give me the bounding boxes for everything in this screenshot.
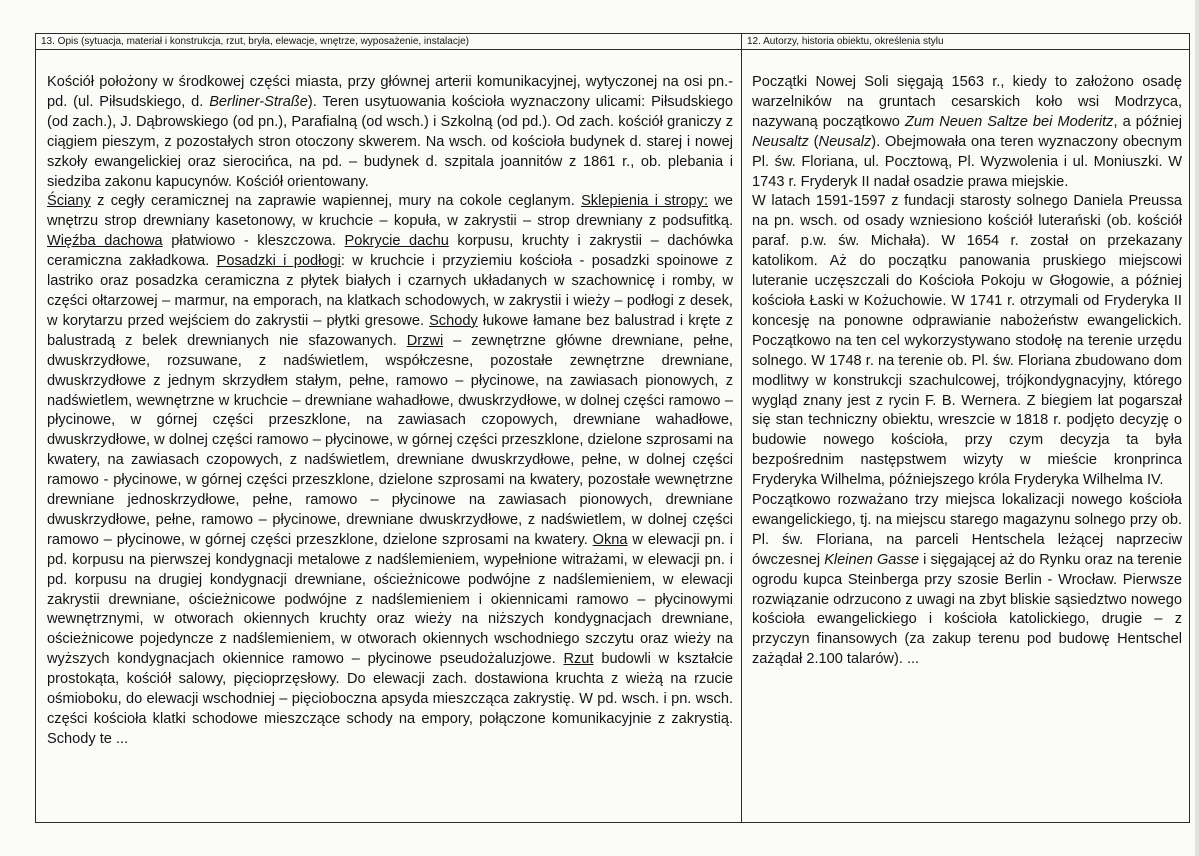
text-run: i sięgającej aż do Rynku oraz na terenie ogrodu kupca Steinberga przy szosie Berlin - Wrocław. Pierwsze rozwiązanie odrzucono z uwagi na zbyt bliskie sąsiedztwo nowego kościoła ewangelickiego i kościoła katolickiego, drugie – z przyczyn finansowych (za zakup terenu pod budowę Hentschel zażądał 2.100 talarów). ... <box>752 551 1182 668</box>
text-run: płatwiowo - kleszczowa. <box>162 233 345 250</box>
text-run: – zewnętrzne główne drewniane, pełne, dwuskrzydłowe, rozsuwane, z nadświetlem, współczesne, pozostałe zewnętrzne drewniane, dwuskrzydłowe z jednym skrzydłem stałym, pełne, ramowo – płycinowe, na zawiasach pionowych, z nadświetlem, wewnętrzne w kruchcie – drewniane wahadłowe, dwuskrzydłowe, w dolnej części ramowo – płycinowe, w górnej części przeszklone, na zawiasach czopowych, drewniane wahadłowe, dwuskrzydłowe, w dolnej części ramowo – płycinowe, w górnej części przeszklone, dzielone szprosami na kwatery, na zawiasach czopowych, z nadświetlem, drewniane dwuskrzydłowe, pełne, w dolnej części ramowo - płycinowe, w górnej części przeszklone, dzielone szprosami na kwatery, pozostałe wewnętrzne drewniane jednoskrzydłowe, pełne, ramowo – płycinowe na zawiasach pionowych, drewniane dwuskrzydłowe, pełne, ramowo – płycinowe, drewniane dwuskrzydłowe, z nadświetlem, w dolnej części ramowo – płycinowe, w górnej części przeszklone, dzielone szprosami na kwatery. <box>47 332 734 548</box>
section-term: Rzut <box>563 651 594 668</box>
section-term: Sklepienia i stropy: <box>581 193 709 210</box>
history-paragraph <box>752 491 1182 670</box>
section-term: Ściany <box>47 193 91 210</box>
document-form <box>35 33 1190 823</box>
description-paragraph <box>47 192 733 749</box>
history-header: 12. Autorzy, historia obiektu, określenia stylu <box>742 34 1189 50</box>
description-paragraph <box>47 73 733 192</box>
description-body <box>36 50 741 810</box>
section-term: Schody <box>429 312 478 329</box>
history-column <box>742 34 1189 822</box>
section-term: Pokrycie dachu <box>344 233 449 250</box>
text-run: ( <box>808 133 819 150</box>
history-body <box>742 50 1189 810</box>
text-run: w elewacji pn. i pd. korpusu na pierwszej kondygnacji metalowe z nadślemieniem, wypełnione witrażami, w elewacji pn. i pd. korpusu na drugiej kondygnacji drewniane, ościeżnicowe podwójne z nadślemieniem, w elewacji zakrystii drewniane, ościeżnicowe podwójne z nadślemieniem i okiennicami ramowo – płycinowymi wewnętrznymi, w otworach okiennych kruchty oraz wieży na niższych kondygnacjach drewniane, ościeżnicowe pojedyncze z nadślemieniem, w otworach okiennych wschodniego szczytu oraz wieży na wyższych kondygnacjach okiennice ramowo – płycinowe pseudożaluzjowe. <box>47 531 734 668</box>
text-run: we wnętrzu strop drewniany kasetonowy, w kruchcie – kopuła, w zakrystii – strop drewniany z podsufitką. <box>47 193 733 230</box>
text-run: z cegły ceramicznej na zaprawie wapiennej, mury na cokole ceglanym. <box>90 193 582 210</box>
text-run: , a później <box>1113 113 1183 130</box>
scan-edge <box>1195 0 1199 856</box>
section-term: Okna <box>592 531 628 548</box>
text-run: Początkowo rozważano trzy miejsca lokalizacji nowego kościoła ewangelickiego, tj. na miejscu starego magazynu solnego przy ob. Pl. św. Floriana, na parceli Hentschela leżącej naprzeciw ówczesnej <box>752 492 1182 568</box>
text-run: W latach 1591-1597 z fundacji starosty solnego Daniela Preussa na pn. wsch. od osady wzniesiono kościół luterański (ob. kościół paraf. p.w. św. Michała). W 1654 r. został on przekazany katolikom. Aż do początku panowania pruskiego miejscowi luteranie uczęszczali do Kościoła Pokoju w Głogowie, a później kościoła Łaski w Kożuchowie. W 1741 r. otrzymali od Fryderyka II koncesję na ponowne odprawianie nabożeństw ewangelickich. Początkowo na ten cel wykorzystywano stodołę na terenie urzędu solnego. W 1748 r. na terenie ob. Pl. św. Floriana zbudowano dom modlitwy w konstrukcji szachulcowej, trójkondygnacyjny, którego wygląd znany jest z rycin F. B. Wernera. Z biegiem lat pogarszał się stan techniczny obiektu, wreszcie w 1818 r. podjęto decyzję o budowie nowego kościoła, przy czym decyzja ta była bezpośrednim następstwem wizyty w mieście kronprincа Fryderyka Wilhelma, późniejszego króla Fryderyka Wilhelma IV. <box>752 193 1182 489</box>
text-run: : w kruchcie i przyziemiu kościoła - posadzki spoinowe z lastriko oraz posadzka ceramiczna z płytek białych i czarnych układanych w szachownicę i romby, w części ołtarzowej – marmur, na emporach, na klatkach schodowych, w zakrystii i wieży – podłogi z desek, w korytarzu przed wejściem do zakrystii – płytki gresowe. <box>47 253 733 329</box>
italic-name: Zum Neuen Saltze bei Moderitz <box>904 113 1114 130</box>
history-paragraph <box>752 192 1182 491</box>
text-run: Początki Nowej Soli sięgają 1563 r., kiedy to założono osadę warzelników na gruntach cesarskich koło wsi Modrzyca, nazywaną początkowo <box>752 74 1182 130</box>
section-term: Więźba dachowa <box>47 233 163 250</box>
italic-name: Kleinen Gasse <box>824 551 920 568</box>
text-run: ). Teren usytuowania kościoła wyznaczony ulicami: Piłsudskiego (od zach.), J. Dąbrowskiego (od pn.), Parafialną (od wsch.) i Szkolną (od pd.). Od zach. kościół graniczy z ciągiem pieszym, z pozostałych stron otoczony skwerem. Na wsch. od kościoła budynek d. starej i nowej szkoły ewangelickiej oraz sierocińca, na pd. – budynek d. szpitala joannitów z 1861 r., ob. plebania i siedziba zakonu kapucynów. Kościół orientowany. <box>47 93 734 190</box>
text-run: ). Obejmowała ona teren wyznaczony obecnym Pl. św. Floriana, ul. Pocztową, Pl. Wyzwolenia i ul. Moniuszki. W 1743 r. Fryderyk II nadał osadzie prawa miejskie. <box>752 133 1182 190</box>
history-paragraph <box>752 73 1182 192</box>
description-header: 13. Opis (sytuacja, materiał i konstrukcja, rzut, bryła, elewacje, wnętrze, wyposażenie, instalacje) <box>36 34 741 50</box>
italic-name: Neusalz <box>818 133 872 150</box>
italic-name: Neusaltz <box>752 133 809 150</box>
text-run: łukowe łamane bez balustrad i kręte z balustradą z belek drewnianych nie sfazowanych. <box>47 312 733 349</box>
text-run: korpusu, kruchty i zakrystii – dachówka ceramiczna zakładkowa. <box>47 233 733 270</box>
section-term: Drzwi <box>406 332 444 349</box>
italic-name: Berliner-Straße <box>209 93 308 110</box>
section-term: Posadzki i podłogi <box>216 253 341 270</box>
description-column <box>36 34 742 822</box>
text-run: Kościół położony w środkowej części miasta, przy głównej arterii komunikacyjnej, wytyczonej na osi pn.-pd. (ul. Piłsudskiego, d. <box>47 74 733 110</box>
text-run: budowli w kształcie prostokąta, kościół salowy, pięcioprzęsłowy. Do elewacji zach. dostawiona kruchta z wieżą na rzucie ośmioboku, do elewacji wschodniej – pięcioboczna apsyda mieszcząca zakrystię. W pd. wsch. i pn. wsch. części kościoła klatki schodowe mieszczące schody na empory, połączone komunikacyjnie z zakrystią. Schody te ... <box>47 651 733 747</box>
